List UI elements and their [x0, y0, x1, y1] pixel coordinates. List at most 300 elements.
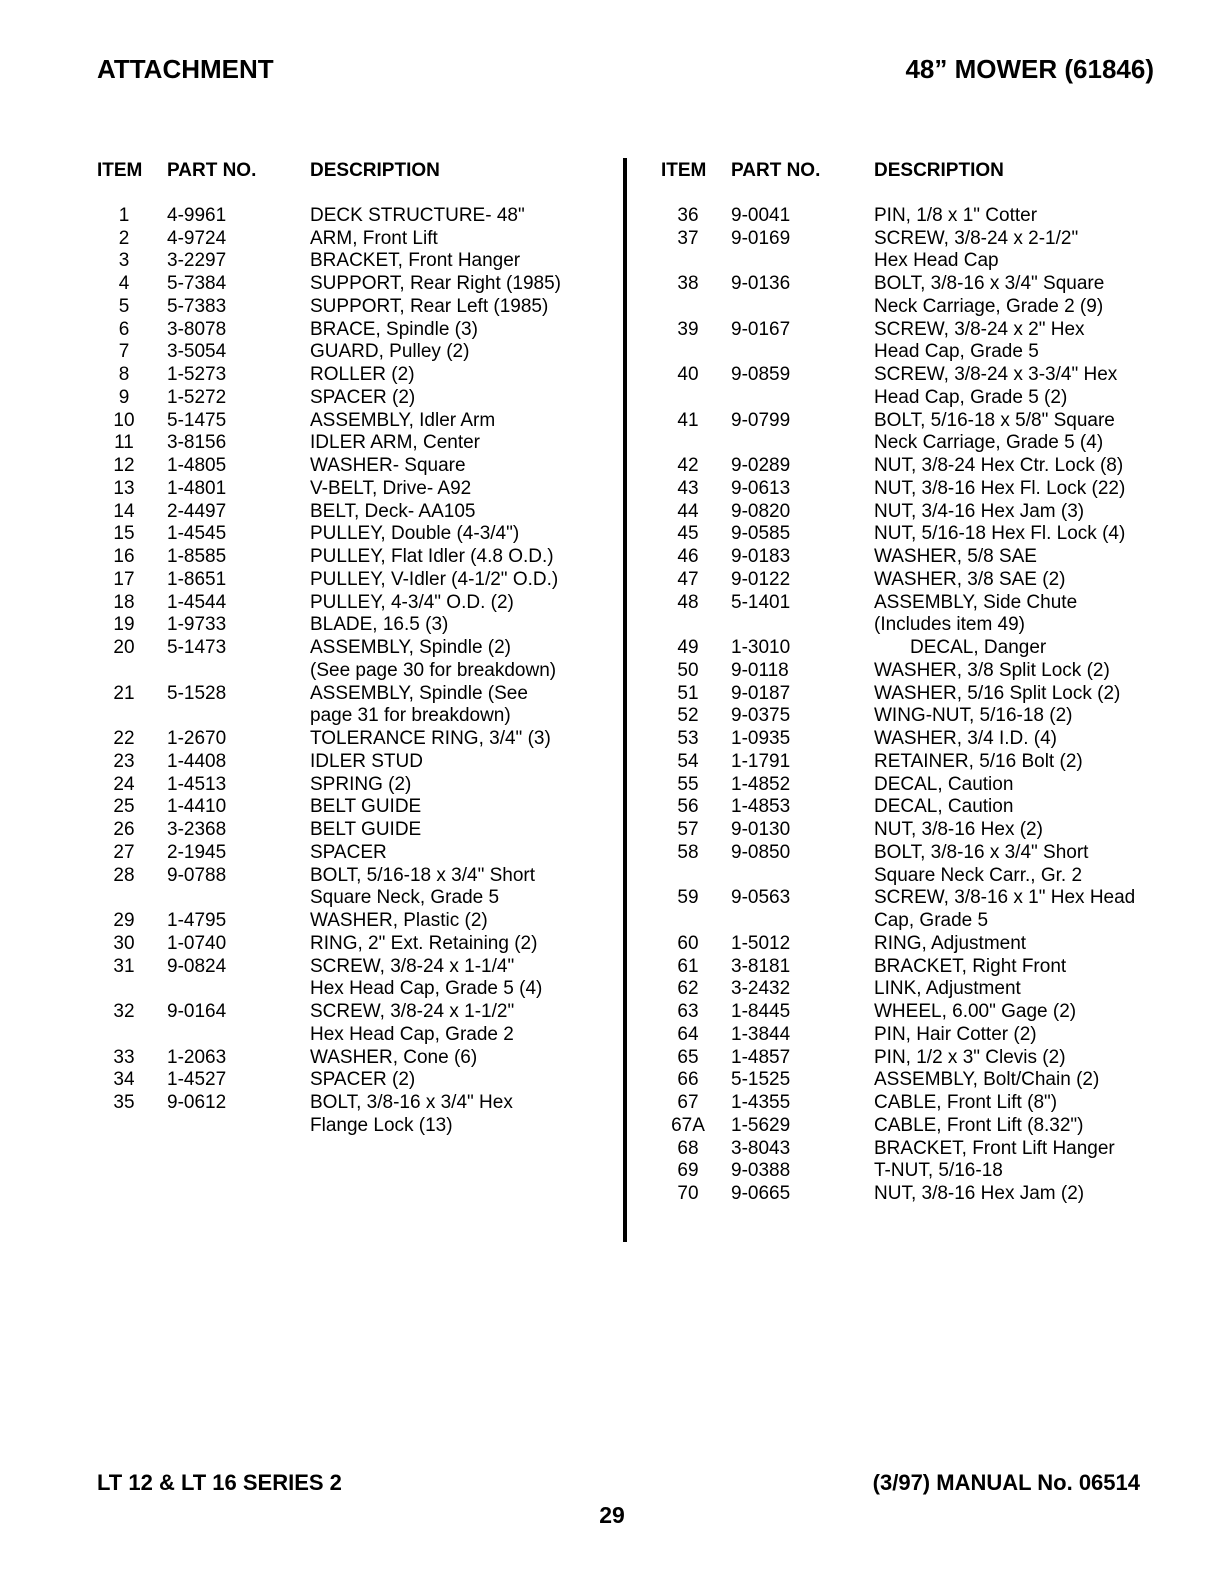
part-no-cell: 9-0169 — [731, 227, 791, 249]
description-cell: WASHER, Plastic (2) — [310, 910, 488, 931]
table-row — [661, 1183, 1181, 1206]
part-no-cell: 1-2670 — [167, 728, 227, 749]
table-header — [661, 160, 1181, 183]
part-no-cell: 9-0665 — [731, 1183, 791, 1204]
part-no-cell: 1-4857 — [731, 1046, 791, 1068]
table-row — [661, 614, 1181, 637]
table-row — [661, 842, 1181, 865]
part-no-cell: 4-9724 — [167, 227, 227, 249]
description-cell: Square Neck Carr., Gr. 2 — [874, 864, 1083, 886]
part-no-cell: 1-8445 — [731, 1001, 791, 1022]
part-no-cell: 9-0130 — [731, 819, 791, 840]
table-row — [661, 660, 1181, 683]
part-no-cell: 1-4355 — [731, 1092, 791, 1113]
description-cell: Neck Carriage, Grade 2 (9) — [874, 295, 1104, 317]
part-no-cell: 1-8585 — [167, 546, 227, 567]
item-cell: 27 — [113, 841, 135, 863]
part-no-cell: 9-0563 — [731, 887, 791, 909]
description-cell: DECK STRUCTURE- 48" — [310, 204, 525, 226]
item-cell: 29 — [113, 910, 135, 931]
description-cell: BLADE, 16.5 (3) — [310, 614, 449, 636]
part-no-cell: 3-8078 — [167, 318, 227, 340]
item-cell: 43 — [677, 477, 699, 499]
item-cell: 67A — [671, 1114, 705, 1136]
part-no-cell: 5-7383 — [167, 295, 227, 317]
part-no-cell: 1-1791 — [731, 750, 791, 772]
table-row — [661, 523, 1181, 546]
table-row — [661, 478, 1181, 501]
description-cell: PIN, 1/8 x 1" Cotter — [874, 204, 1038, 226]
description-cell: Hex Head Cap, Grade 5 (4) — [310, 978, 543, 1000]
description-cell: BELT GUIDE — [310, 819, 422, 840]
item-cell: 38 — [677, 273, 699, 294]
section-title: ATTACHMENT — [97, 54, 274, 84]
part-no-cell: 1-4513 — [167, 773, 227, 795]
description-cell: LINK, Adjustment — [874, 978, 1021, 1000]
description-cell: PULLEY, 4-3/4" O.D. (2) — [310, 591, 514, 613]
header-item: ITEM — [661, 160, 707, 181]
table-row — [97, 819, 609, 842]
item-cell: 57 — [677, 819, 699, 840]
footer-series: LT 12 & LT 16 SERIES 2 — [97, 1470, 342, 1495]
item-cell: 6 — [118, 318, 130, 340]
item-cell: 64 — [677, 1023, 699, 1045]
part-no-cell: 9-0799 — [731, 409, 791, 431]
part-no-cell: 1-5629 — [731, 1114, 791, 1136]
part-no-cell: 1-4853 — [731, 796, 791, 818]
description-cell: NUT, 3/8-16 Hex Jam (2) — [874, 1183, 1085, 1204]
part-no-cell: 9-0788 — [167, 864, 227, 886]
description-cell: IDLER ARM, Center — [310, 432, 480, 454]
table-row — [661, 1069, 1181, 1092]
item-cell: 5 — [118, 295, 130, 317]
description-cell: SCREW, 3/8-24 x 1-1/2" — [310, 1001, 515, 1022]
description-cell: SCREW, 3/8-24 x 2" Hex — [874, 318, 1085, 340]
item-cell: 62 — [677, 978, 699, 1000]
item-cell: 9 — [118, 386, 130, 408]
item-cell: 8 — [118, 364, 130, 385]
part-no-cell: 5-1528 — [167, 682, 227, 704]
item-cell: 12 — [113, 455, 135, 476]
table-header — [97, 160, 609, 183]
item-cell: 31 — [113, 955, 135, 977]
table-body-left — [97, 205, 609, 1138]
table-row — [97, 774, 609, 797]
part-no-cell: 5-7384 — [167, 273, 227, 294]
table-row — [661, 1160, 1181, 1183]
part-no-cell: 9-0613 — [731, 477, 791, 499]
table-row — [661, 1115, 1181, 1138]
item-cell: 67 — [677, 1092, 699, 1113]
description-cell: NUT, 3/8-16 Hex Fl. Lock (22) — [874, 477, 1126, 499]
part-no-cell: 3-2432 — [731, 978, 791, 1000]
table-row — [661, 796, 1181, 819]
part-no-cell: 9-0041 — [731, 204, 791, 226]
item-cell: 66 — [677, 1069, 699, 1091]
table-row — [97, 410, 609, 433]
table-row — [97, 865, 609, 888]
table-row — [661, 592, 1181, 615]
item-cell: 53 — [677, 728, 699, 749]
table-row — [97, 1069, 609, 1092]
table-row — [661, 887, 1181, 910]
description-cell: Flange Lock (13) — [310, 1114, 453, 1136]
item-cell: 50 — [677, 659, 699, 681]
part-no-cell: 9-0820 — [731, 500, 791, 522]
item-cell: 47 — [677, 568, 699, 590]
item-cell: 34 — [113, 1069, 135, 1091]
description-cell: ASSEMBLY, Bolt/Chain (2) — [874, 1069, 1100, 1091]
header-item: ITEM — [97, 160, 143, 181]
part-no-cell: 3-2297 — [167, 250, 227, 272]
description-cell: WASHER, Cone (6) — [310, 1046, 478, 1068]
description-cell: SCREW, 3/8-16 x 1" Hex Head — [874, 887, 1136, 909]
description-cell: BOLT, 3/8-16 x 3/4" Hex — [310, 1092, 513, 1113]
item-cell: 45 — [677, 523, 699, 545]
description-cell: Head Cap, Grade 5 (2) — [874, 386, 1068, 408]
description-cell: BRACE, Spindle (3) — [310, 318, 478, 340]
part-no-cell: 9-0585 — [731, 523, 791, 545]
description-cell: DECAL, Caution — [874, 773, 1014, 795]
description-cell: WHEEL, 6.00" Gage (2) — [874, 1001, 1077, 1022]
table-row — [97, 273, 609, 296]
description-cell: PULLEY, Double (4-3/4") — [310, 523, 520, 545]
description-cell: BRACKET, Front Lift Hanger — [874, 1137, 1115, 1159]
description-cell: page 31 for breakdown) — [310, 705, 511, 727]
description-cell: SUPPORT, Rear Left (1985) — [310, 295, 549, 317]
table-row — [97, 705, 609, 728]
table-body-right — [661, 205, 1181, 1206]
model-title: 48” MOWER (61846) — [905, 54, 1154, 84]
description-cell: Cap, Grade 5 — [874, 910, 989, 931]
description-cell: CABLE, Front Lift (8") — [874, 1092, 1058, 1113]
item-cell: 59 — [677, 887, 699, 909]
table-row — [97, 933, 609, 956]
item-cell: 19 — [113, 614, 135, 636]
part-no-cell: 9-0164 — [167, 1001, 227, 1022]
item-cell: 54 — [677, 750, 699, 772]
item-cell: 10 — [113, 409, 135, 431]
description-cell: Square Neck, Grade 5 — [310, 887, 500, 909]
description-cell: DECAL, Caution — [874, 796, 1014, 818]
description-cell: ASSEMBLY, Spindle (2) — [310, 637, 512, 658]
description-cell: IDLER STUD — [310, 750, 423, 772]
item-cell: 30 — [113, 932, 135, 954]
description-cell: Head Cap, Grade 5 — [874, 341, 1039, 363]
part-no-cell: 1-4801 — [167, 477, 227, 499]
table-row — [661, 751, 1181, 774]
description-cell: RING, 2" Ext. Retaining (2) — [310, 932, 538, 954]
description-cell: SPACER (2) — [310, 386, 416, 408]
part-no-cell: 9-0612 — [167, 1092, 227, 1113]
table-row — [661, 341, 1181, 364]
item-cell: 7 — [118, 341, 130, 363]
table-row — [661, 819, 1181, 842]
table-row — [97, 432, 609, 455]
description-cell: WASHER, 3/4 I.D. (4) — [874, 728, 1057, 749]
item-cell: 18 — [113, 591, 135, 613]
part-no-cell: 5-1401 — [731, 591, 791, 613]
part-no-cell: 1-9733 — [167, 614, 227, 636]
description-cell: BOLT, 5/16-18 x 3/4" Short — [310, 864, 536, 886]
table-row — [661, 1138, 1181, 1161]
description-cell: Hex Head Cap, Grade 2 — [310, 1023, 514, 1045]
page-number: 29 — [599, 1502, 625, 1528]
table-row — [97, 614, 609, 637]
item-cell: 52 — [677, 705, 699, 727]
item-cell: 22 — [113, 728, 135, 749]
table-row — [661, 250, 1181, 273]
table-row — [97, 683, 609, 706]
table-row — [661, 387, 1181, 410]
table-row — [661, 774, 1181, 797]
part-no-cell: 1-4544 — [167, 591, 227, 613]
part-no-cell: 1-3010 — [731, 637, 791, 658]
table-row — [97, 1092, 609, 1115]
part-no-cell: 5-1525 — [731, 1069, 791, 1091]
item-cell: 69 — [677, 1160, 699, 1182]
table-row — [97, 1001, 609, 1024]
description-cell: BOLT, 5/16-18 x 5/8" Square — [874, 409, 1115, 431]
part-no-cell: 9-0118 — [731, 659, 789, 681]
table-row — [661, 319, 1181, 342]
description-cell: SPRING (2) — [310, 773, 412, 795]
description-cell: Hex Head Cap — [874, 250, 999, 272]
description-cell: SUPPORT, Rear Right (1985) — [310, 273, 561, 294]
parts-table-right — [661, 160, 1181, 1206]
item-cell: 32 — [113, 1001, 135, 1022]
parts-table-left — [97, 160, 609, 1138]
item-cell: 49 — [677, 637, 699, 658]
part-no-cell: 1-4852 — [731, 773, 791, 795]
table-row — [661, 228, 1181, 251]
item-cell: 61 — [677, 955, 699, 977]
item-cell: 35 — [113, 1092, 135, 1113]
item-cell: 2 — [118, 227, 130, 249]
table-row — [97, 842, 609, 865]
item-cell: 25 — [113, 796, 135, 818]
item-cell: 36 — [677, 204, 699, 226]
table-row — [97, 728, 609, 751]
item-cell: 41 — [677, 409, 699, 431]
description-cell: SPACER (2) — [310, 1069, 416, 1091]
footer-manual: (3/97) MANUAL No. 06514 — [872, 1470, 1140, 1495]
table-row — [661, 432, 1181, 455]
table-row — [97, 910, 609, 933]
item-cell: 4 — [118, 273, 130, 294]
item-cell: 14 — [113, 500, 135, 522]
description-cell: (Includes item 49) — [874, 614, 1026, 636]
table-row — [97, 455, 609, 478]
description-cell: BELT GUIDE — [310, 796, 422, 818]
part-no-cell: 1-3844 — [731, 1023, 791, 1045]
item-cell: 28 — [113, 864, 135, 886]
description-cell: SCREW, 3/8-24 x 3-3/4" Hex — [874, 364, 1118, 385]
description-cell: SCREW, 3/8-24 x 1-1/4" — [310, 955, 515, 977]
description-cell: BOLT, 3/8-16 x 3/4" Square — [874, 273, 1105, 294]
table-row — [661, 410, 1181, 433]
table-row — [661, 501, 1181, 524]
description-cell: PULLEY, Flat Idler (4.8 O.D.) — [310, 546, 554, 567]
part-no-cell: 1-4410 — [167, 796, 227, 818]
table-row — [661, 1024, 1181, 1047]
description-cell: BELT, Deck- AA105 — [310, 500, 476, 522]
item-cell: 56 — [677, 796, 699, 818]
part-no-cell: 2-1945 — [167, 841, 227, 863]
table-row — [661, 978, 1181, 1001]
part-no-cell: 1-5273 — [167, 364, 227, 385]
description-cell: T-NUT, 5/16-18 — [874, 1160, 1003, 1182]
item-cell: 39 — [677, 318, 699, 340]
table-row — [97, 228, 609, 251]
part-no-cell: 1-5272 — [167, 386, 227, 408]
table-row — [661, 910, 1181, 933]
description-cell: ROLLER (2) — [310, 364, 415, 385]
table-row — [97, 319, 609, 342]
description-cell: BOLT, 3/8-16 x 3/4" Short — [874, 841, 1089, 863]
table-row — [97, 1115, 609, 1138]
header-part-no: PART NO. — [167, 160, 257, 181]
part-no-cell: 5-1475 — [167, 409, 227, 431]
description-cell: NUT, 3/8-16 Hex (2) — [874, 819, 1043, 840]
table-row — [661, 205, 1181, 228]
table-row — [97, 501, 609, 524]
table-row — [661, 933, 1181, 956]
table-row — [661, 956, 1181, 979]
description-cell: ASSEMBLY, Side Chute — [874, 591, 1078, 613]
table-row — [97, 569, 609, 592]
item-cell: 42 — [677, 455, 699, 476]
description-cell: BRACKET, Right Front — [874, 955, 1067, 977]
description-cell: Neck Carriage, Grade 5 (4) — [874, 432, 1104, 454]
table-row — [97, 387, 609, 410]
table-row — [97, 887, 609, 910]
item-cell: 37 — [677, 227, 699, 249]
part-no-cell: 9-0187 — [731, 682, 791, 704]
table-row — [661, 705, 1181, 728]
item-cell: 33 — [113, 1046, 135, 1068]
part-no-cell: 3-8156 — [167, 432, 227, 454]
item-cell: 24 — [113, 773, 135, 795]
description-cell: PIN, 1/2 x 3" Clevis (2) — [874, 1046, 1066, 1068]
table-row — [97, 592, 609, 615]
item-cell: 17 — [113, 568, 135, 590]
description-cell: V-BELT, Drive- A92 — [310, 477, 472, 499]
part-no-cell: 9-0824 — [167, 955, 227, 977]
table-row — [97, 523, 609, 546]
header-part-no: PART NO. — [731, 160, 821, 181]
description-cell: RING, Adjustment — [874, 932, 1027, 954]
description-cell: WASHER- Square — [310, 455, 466, 476]
table-row — [661, 296, 1181, 319]
description-cell: DECAL, Danger — [910, 637, 1047, 658]
table-row — [97, 250, 609, 273]
item-cell: 15 — [113, 523, 135, 545]
item-cell: 16 — [113, 546, 135, 567]
description-cell: NUT, 3/4-16 Hex Jam (3) — [874, 500, 1085, 522]
item-cell: 26 — [113, 819, 135, 840]
item-cell: 44 — [677, 500, 699, 522]
description-cell: WASHER, 5/16 Split Lock (2) — [874, 682, 1121, 704]
part-no-cell: 3-8043 — [731, 1137, 791, 1159]
part-no-cell: 1-5012 — [731, 932, 791, 954]
part-no-cell: 5-1473 — [167, 637, 227, 658]
table-row — [661, 546, 1181, 569]
description-cell: ASSEMBLY, Idler Arm — [310, 409, 496, 431]
item-cell: 13 — [113, 477, 135, 499]
table-row — [97, 341, 609, 364]
table-row — [97, 956, 609, 979]
item-cell: 1 — [118, 204, 130, 226]
item-cell: 58 — [677, 841, 699, 863]
header-description: DESCRIPTION — [310, 160, 440, 181]
description-cell: TOLERANCE RING, 3/4" (3) — [310, 728, 551, 749]
description-cell: CABLE, Front Lift (8.32") — [874, 1114, 1084, 1136]
description-cell: NUT, 5/16-18 Hex Fl. Lock (4) — [874, 523, 1126, 545]
description-cell: SPACER — [310, 841, 387, 863]
table-row — [661, 364, 1181, 387]
part-no-cell: 9-0136 — [731, 273, 791, 294]
table-row — [661, 569, 1181, 592]
item-cell: 21 — [113, 682, 135, 704]
table-row — [661, 637, 1181, 660]
item-cell: 60 — [677, 932, 699, 954]
item-cell: 46 — [677, 546, 699, 567]
table-row — [97, 1024, 609, 1047]
part-no-cell: 1-0740 — [167, 932, 227, 954]
column-divider — [623, 158, 627, 1242]
part-no-cell: 2-4497 — [167, 500, 227, 522]
description-cell: NUT, 3/8-24 Hex Ctr. Lock (8) — [874, 455, 1124, 476]
table-row — [97, 660, 609, 683]
description-cell: ASSEMBLY, Spindle (See — [310, 682, 528, 704]
header-description: DESCRIPTION — [874, 160, 1004, 181]
part-no-cell: 9-0859 — [731, 364, 791, 385]
part-no-cell: 9-0122 — [731, 568, 791, 590]
description-cell: RETAINER, 5/16 Bolt (2) — [874, 750, 1083, 772]
table-row — [97, 205, 609, 228]
item-cell: 51 — [677, 682, 699, 704]
description-cell: WASHER, 5/8 SAE — [874, 546, 1037, 567]
table-row — [661, 683, 1181, 706]
item-cell: 48 — [677, 591, 699, 613]
part-no-cell: 1-4795 — [167, 910, 227, 931]
table-row — [97, 796, 609, 819]
table-row — [661, 455, 1181, 478]
part-no-cell: 1-4408 — [167, 750, 227, 772]
table-row — [661, 1092, 1181, 1115]
description-cell: (See page 30 for breakdown) — [310, 659, 557, 681]
description-cell: WASHER, 3/8 Split Lock (2) — [874, 659, 1110, 681]
item-cell: 40 — [677, 364, 699, 385]
part-no-cell: 1-2063 — [167, 1046, 227, 1068]
description-cell: GUARD, Pulley (2) — [310, 341, 470, 363]
description-cell: PIN, Hair Cotter (2) — [874, 1023, 1037, 1045]
description-cell: WING-NUT, 5/16-18 (2) — [874, 705, 1073, 727]
table-row — [97, 296, 609, 319]
part-no-cell: 1-8651 — [167, 568, 227, 590]
table-row — [97, 751, 609, 774]
item-cell: 68 — [677, 1137, 699, 1159]
item-cell: 63 — [677, 1001, 699, 1022]
item-cell: 55 — [677, 773, 699, 795]
table-row — [97, 1047, 609, 1070]
table-row — [97, 637, 609, 660]
part-no-cell: 9-0289 — [731, 455, 791, 476]
part-no-cell: 1-0935 — [731, 728, 791, 749]
item-cell: 23 — [113, 750, 135, 772]
description-cell: PULLEY, V-Idler (4-1/2" O.D.) — [310, 568, 559, 590]
